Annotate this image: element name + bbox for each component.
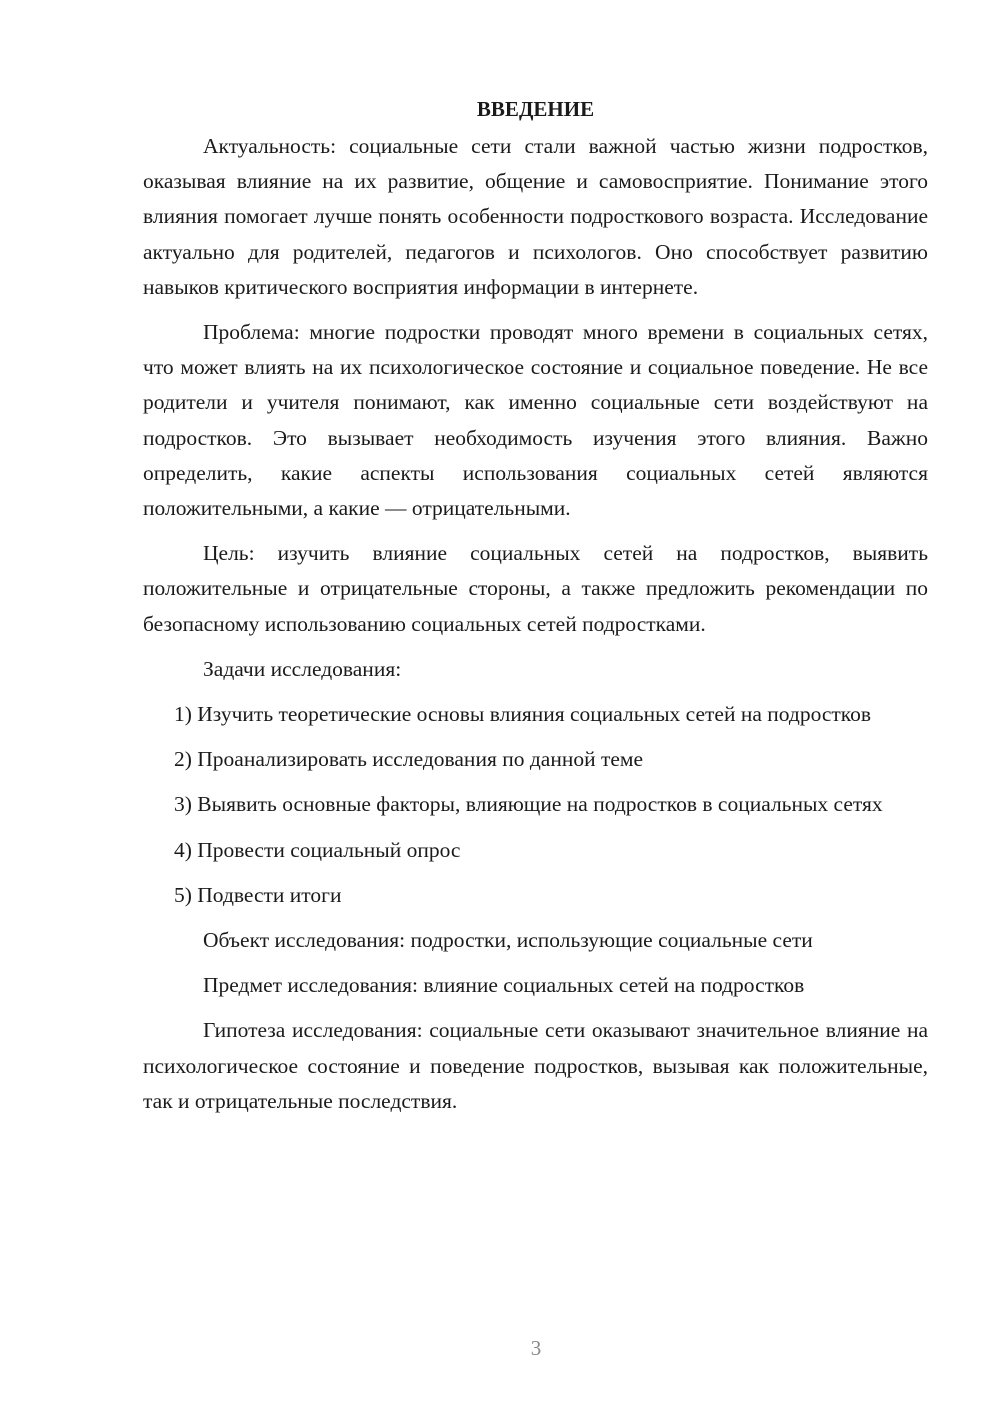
tasks-list [143,697,928,913]
task-item: 2) Проанализировать исследования по данной теме [174,747,644,772]
object-paragraph: Объект исследования: подростки, использующие социальные сети [203,928,813,953]
tasks-heading: Задачи исследования: [203,656,402,681]
document-page [143,92,928,1129]
subject-paragraph: Предмет исследования: влияние социальных сетей на подростков [203,973,805,998]
task-item: 1) Изучить теоретические основы влияния социальных сетей на подростков [174,702,872,727]
section-title: ВВЕДЕНИЕ [476,97,595,121]
relevance-paragraph: Актуальность: социальные сети стали важной частью жизни подростков, оказывая влияние на их развитие, общение и самовосприятие. Понимание этого влияния помогает лучше понять особенности подросткового возраста. Исследование актуально для родителей, педагогов и психологов. Оно способствует развитию навыков критического восприятия информации в интернете. [143,134,928,299]
goal-paragraph: Цель: изучить влияние социальных сетей на подростков, выявить положительные и отрицательные стороны, а также предложить рекомендации по безопасному использованию социальных сетей подростками. [143,541,928,636]
hypothesis-paragraph: Гипотеза исследования: социальные сети оказывают значительное влияние на психологическое состояние и поведение подростков, вызывая как положительные, так и отрицательные последствия. [143,1018,928,1113]
page-number: 3 [530,1336,542,1360]
task-item: 3) Выявить основные факторы, влияющие на подростков в социальных сетях [174,792,883,817]
problem-paragraph: Проблема: многие подростки проводят много времени в социальных сетях, что может влиять на их психологическое состояние и социальное поведение. Не все родители и учителя понимают, как именно социальные сети воздействуют на подростков. Это вызывает необходимость изучения этого влияния. Важно определить, какие аспекты использования социальных сетей являются положительными, а какие — отрицательными. [143,320,928,521]
task-item: 4) Провести социальный опрос [174,837,461,862]
task-item: 5) Подвести итоги [174,882,342,907]
